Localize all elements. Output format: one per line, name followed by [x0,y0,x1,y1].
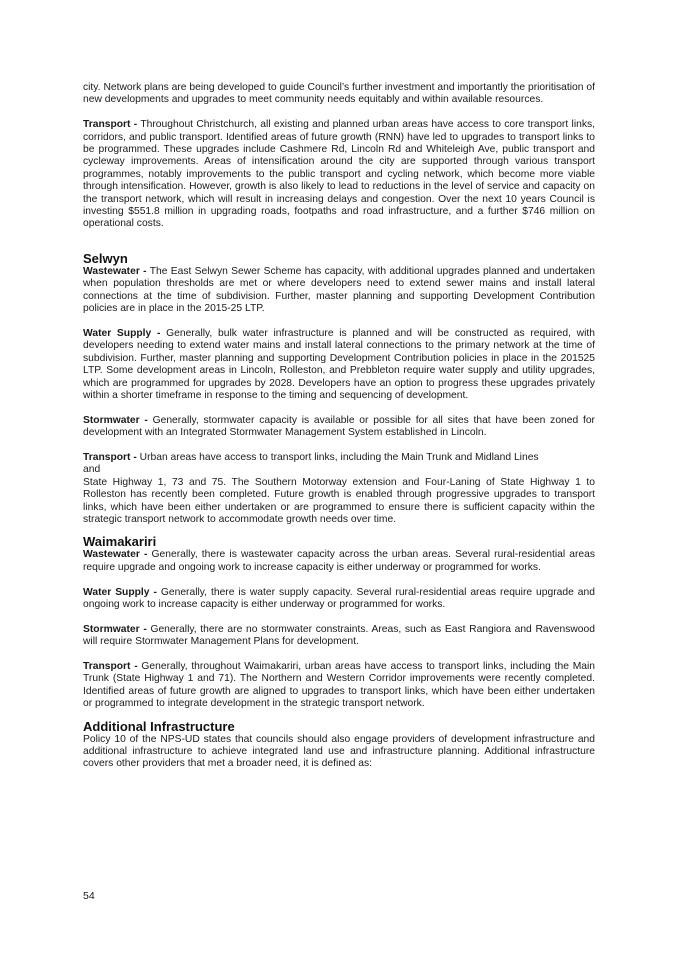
waimakariri-wastewater-paragraph [83,549,595,574]
waimakariri-heading: Waimakariri [83,534,157,550]
selwyn-transport-paragraph [83,452,595,526]
selwyn-wastewater-paragraph [83,266,595,316]
waimakariri-transport-paragraph [83,661,595,711]
selwyn-wastewater-text: The East Selwyn Sewer Scheme has capacity, with additional upgrades planned and undertaken when population thresholds are met or where developers need to extend sewer mains and install lateral connections at the time of subdivision. Further, master planning and supporting Development Contribution policies are in place in the 2015-25 LTP. [83,265,595,315]
intro-paragraph [83,82,595,107]
selwyn-heading: Selwyn [83,250,128,266]
additional-infrastructure-text: Policy 10 of the NPS-UD states that councils should also engage providers of development infrastructure and additional infrastructure to achieve integrated land use and infrastructure planning. Additional infrastructure covers other providers that met a broader need, it is defined as: [83,733,595,770]
selwyn-water-supply-term: Water Supply - [83,327,161,339]
selwyn-water-supply-paragraph [83,328,595,402]
additional-infrastructure-heading: Additional Infrastructure [83,718,235,734]
christchurch-transport-term: Transport - [83,119,138,131]
waimakariri-stormwater-text: Generally, there are no stormwater constraints. Areas, such as East Rangiora and Ravenswood will require Stormwater Management Plans for development. [83,623,595,648]
intro-text: city. Network plans are being developed to guide Council’s further investment and importantly the prioritisation of new developments and upgrades to meet community needs equitably and within available resources. [83,82,595,106]
document-body [83,82,595,771]
waimakariri-stormwater-term: Stormwater - [83,623,147,635]
selwyn-transport-term: Transport - [83,451,137,463]
waimakariri-transport-text: Generally, throughout Waimakariri, urban areas have access to transport links, including the Main Trunk (State Highway 1 and 71). The Northern and Western Corridor improvements were recently completed. Identified areas of future growth are aligned to upgrades to transport links, which have been either undertaken or programmed to integrate development in the strategic transport network. [83,660,596,710]
selwyn-stormwater-term: Stormwater - [83,414,148,426]
selwyn-water-supply-text: Generally, bulk water infrastructure is planned and will be constructed as required, with developers needing to extend water mains and install lateral connections to the primary network at the time of subdivision. Further, master planning and supporting Development Contribution policies in place in the 201525 LTP. Some development areas in Lincoln, Rolleston, and Prebbleton require water supply and utility upgrades, which are programmed for upgrades by 2028. Developers have an option to progress these upgrades privately within a shorter timeframe in response to the timing and sequencing of development. [83,327,595,401]
additional-infrastructure-paragraph [83,734,595,771]
waimakariri-wastewater-text: Generally, there is wastewater capacity across the urban areas. Several rural-residential areas require upgrade and ongoing work to increase capacity is either underway or programmed for works. [83,549,596,573]
christchurch-transport-text: Throughout Christchurch, all existing and planned urban areas have access to core transport links, corridors, and public transport. Identified areas of future growth (RNN) have led to upgrades to transport links to be programmed. These upgrades include Cashmere Rd, Lincoln Rd and Whiteleigh Ave, public transport and cycleway improvements. Areas of intensification around the city are supported through various transport programmes, notably improvements to the public transport and cycling network, which become more viable through intensification. However, growth is also likely to lead to reductions in the level of service and capacity on the transport network, which will result in increasing delays and congestion. Over the next 10 years Council is investing $551.8 million in upgrading roads, footpaths and road infrastructure, and a further $746 million on operational costs. [83,119,595,230]
waimakariri-water-supply-paragraph [83,587,595,612]
christchurch-transport-paragraph [83,119,595,231]
selwyn-transport-text-rest: State Highway 1, 73 and 75. The Southern Motorway extension and Four-Laning of State Highway 1 to Rolleston has recently been completed. Future growth is enabled through progressive upgrades to transport links, which have been either undertaken or are programmed to ensure there is sufficient capacity within the strategic transport network to accommodate growth needs over time. [83,476,595,525]
selwyn-stormwater-paragraph [83,415,595,440]
selwyn-stormwater-text: Generally, stormwater capacity is available or possible for all sites that have been zoned for development with an Integrated Stormwater Management System established in Lincoln. [83,414,595,439]
selwyn-transport-text-line1: Urban areas have access to transport links, including the Main Trunk and Midland Lines [136,451,539,463]
waimakariri-wastewater-term: Wastewater - [83,549,148,561]
waimakariri-transport-term: Transport - [83,660,138,672]
selwyn-transport-text-line2: and [83,464,101,476]
page-number: 54 [83,890,95,902]
waimakariri-stormwater-paragraph [83,624,595,649]
selwyn-wastewater-term: Wastewater - [83,265,147,277]
waimakariri-water-supply-text: Generally, there is water supply capacity. Several rural-residential areas require upgrade and ongoing work to increase capacity is either underway or programmed for works. [83,586,595,610]
waimakariri-water-supply-term: Water Supply - [83,586,157,598]
